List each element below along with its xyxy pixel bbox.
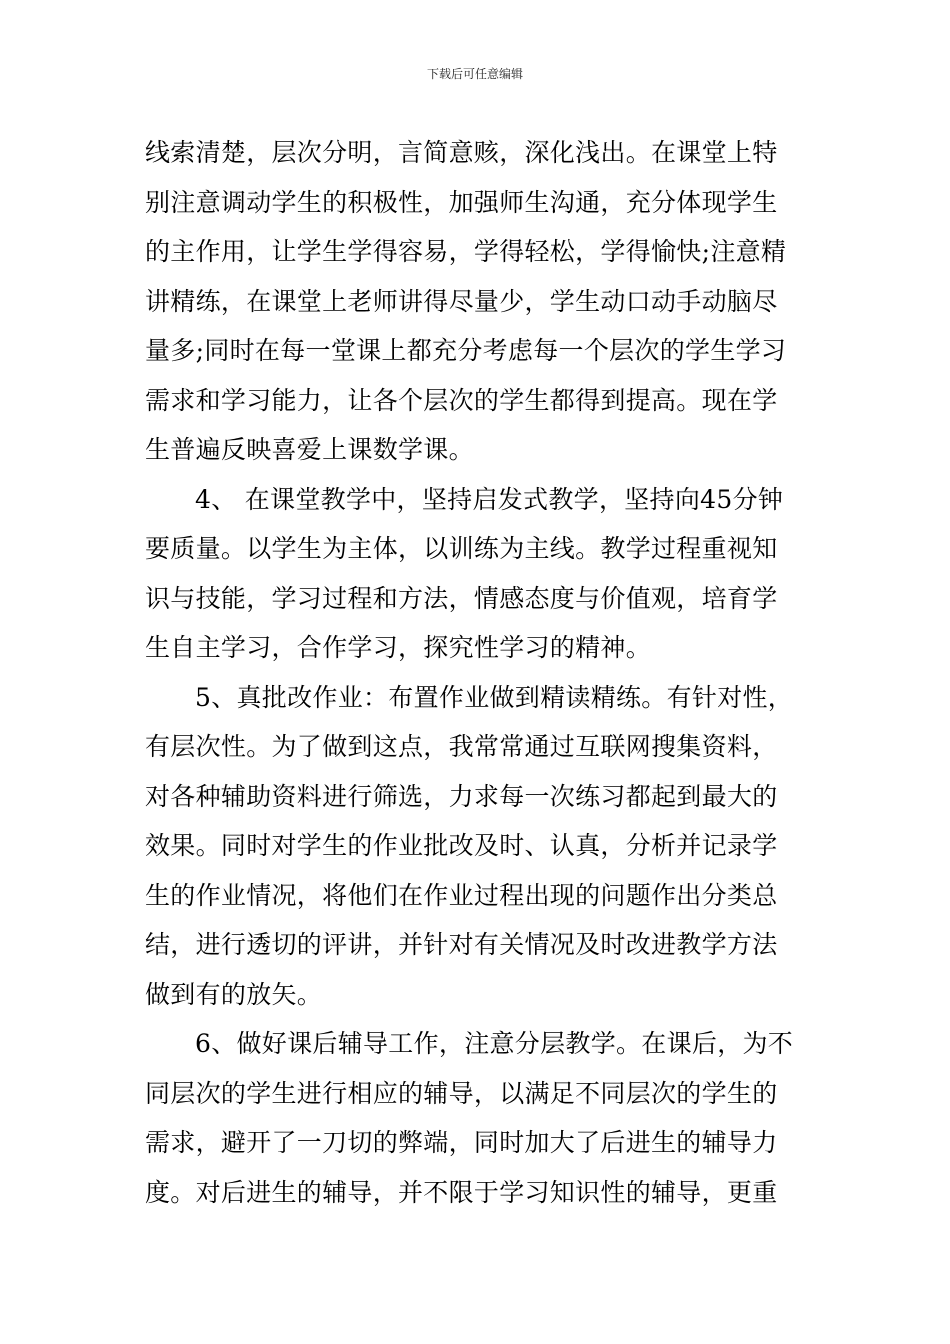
text-line: 线索清楚，层次分明，言简意赅，深化浅出。在课堂上特: [145, 138, 778, 167]
text-line: 生普遍反映喜爱上课数学课。: [145, 435, 474, 464]
text-line: 4、 在课堂教学中，坚持启发式教学，坚持向45分钟: [195, 484, 784, 514]
text-line: 的主作用，让学生学得容易，学得轻松，学得愉快;注意精: [145, 237, 787, 266]
text-line: 有层次性。为了做到这点，我常常通过互联网搜集资料，: [145, 732, 778, 761]
paragraph-item-4: [145, 475, 809, 673]
paragraph-item-6: [145, 1019, 809, 1217]
text-line: 讲精练，在课堂上老师讲得尽量少，学生动口动手动脑尽: [145, 286, 778, 316]
paragraph-item-5: [145, 673, 809, 1020]
text-line: 生的作业情况，将他们在作业过程出现的问题作出分类总: [145, 880, 778, 910]
text-line: 度。对后进生的辅导，并不限于学习知识性的辅导，更重: [145, 1177, 778, 1207]
text-line: 6、做好课后辅导工作，注意分层教学。在课后，为不: [195, 1029, 794, 1058]
text-line: 5、真批改作业：布置作业做到精读精练。有针对性，: [195, 682, 794, 712]
page-header: 下载后可任意编辑: [426, 67, 523, 81]
text-line: 同层次的学生进行相应的辅导，以满足不同层次的学生的: [145, 1078, 778, 1108]
text-line: 对各种辅助资料进行筛选，力求每一次练习都起到最大的: [145, 781, 778, 811]
text-line: 需求和学习能力，让各个层次的学生都得到提高。现在学: [145, 385, 778, 415]
text-line: 效果。同时对学生的作业批改及时、认真，分析并记录学: [145, 831, 778, 860]
text-line: 生自主学习，合作学习，探究性学习的精神。: [145, 633, 652, 662]
text-line: 需求，避开了一刀切的弊端，同时加大了后进生的辅导力: [145, 1128, 778, 1157]
paragraph-continuation: [145, 128, 809, 475]
text-line: 要质量。以学生为主体，以训练为主线。教学过程重视知: [145, 534, 778, 563]
document-body: [145, 128, 809, 1217]
text-line: 结，进行透切的评讲，并针对有关情况及时改进教学方法: [145, 930, 778, 959]
text-line: 识与技能，学习过程和方法，情感态度与价值观，培育学: [145, 583, 778, 613]
text-line: 量多;同时在每一堂课上都充分考虑每一个层次的学生学习: [145, 336, 787, 365]
text-line: 别注意调动学生的积极性，加强师生沟通，充分体现学生: [145, 187, 778, 217]
text-line: 做到有的放矢。: [145, 979, 323, 1009]
